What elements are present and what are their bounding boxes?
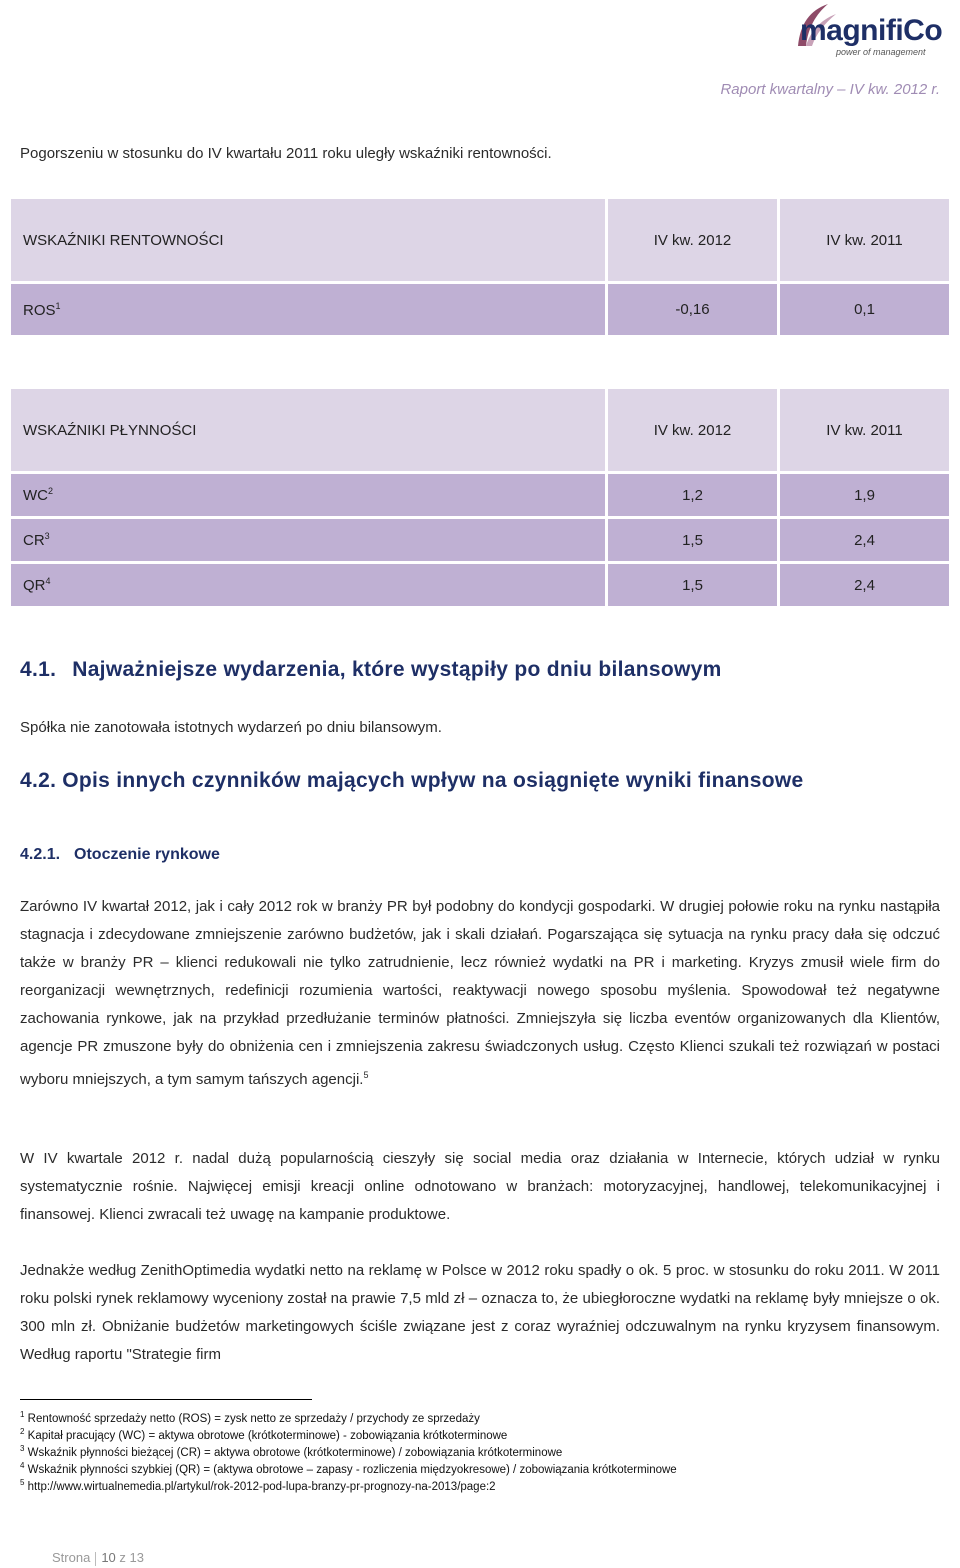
section-4-1-text: Spółka nie zanotowała istotnych wydarzeń po dniu bilansowym.: [20, 719, 442, 736]
row-label: ROS$^1$: [10, 283, 607, 337]
section-number: 4.1.: [20, 658, 57, 681]
row-label: $WC^2$: [10, 473, 607, 518]
footnote: $^2$ Kapitał pracujący (WC) = aktywa obrotowe (krótkoterminowe) - zobowiązania krótkoterminowe: [20, 1427, 508, 1442]
profitability-table: [8, 196, 952, 338]
value-2012: 1,2: [607, 473, 779, 518]
company-logo-text: magnifiCo: [800, 14, 943, 47]
section-title: Otoczenie rynkowe: [74, 846, 220, 863]
page-number: Strona 10 z 13: [52, 1550, 144, 1565]
footnote-link[interactable]: $^5$ http://www.wirtualnemedia.pl/artykul/rok-2012-pod-lupa-branzy-pr-prognozy-na-2013/page:2: [20, 1478, 496, 1493]
footnote: $^4$ Wskaźnik płynności szybkiej (QR) = (aktywa obrotowe – zapasy - rozliczenia międzyokresowe) / zobowiązania krótkoterminowe: [20, 1461, 677, 1476]
value-2012: -0,16: [607, 283, 779, 337]
company-logo-tagline: power of management: [836, 47, 926, 57]
section-title: Najważniejsze wydarzenia, które wystąpiły po dniu bilansowym: [72, 658, 722, 681]
footnote-separator: [20, 1399, 312, 1400]
value-2012: 1,5: [607, 518, 779, 563]
section-heading-4-2: [20, 769, 804, 793]
section-number: 4.2.: [20, 769, 57, 792]
table-header-cell: IV kw. 2011: [779, 388, 951, 473]
intro-paragraph: Pogorszeniu w stosunku do IV kwartału 2011 roku uległy wskaźniki rentowności.: [20, 145, 552, 162]
table-header-cell: IV kw. 2011: [779, 198, 951, 283]
market-paragraph-2: W IV kwartale 2012 r. nadal dużą popularnością cieszyły się social media oraz działania w Internecie, których udział w rynku systematycznie rośnie. Najwięcej emisji kreacji online odnotowano w branżach: motoryzacyjnej, handlowej, telekomunikacyjnej i finansowej. Klienci zwracali też uwagę na kampanie produktowe.: [20, 1150, 940, 1223]
footnote: $^1$ Rentowność sprzedaży netto (ROS) = zysk netto ze sprzedaży / przychody ze sprzedaży: [20, 1410, 480, 1425]
table-row: [10, 473, 951, 518]
table-header-row: [10, 198, 951, 283]
table-row: [10, 563, 951, 608]
section-number: 4.2.1.: [20, 846, 61, 863]
footnote: $^3$ Wskaźnik płynności bieżącej (CR) = aktywa obrotowe (krótkoterminowe) / zobowiązania krótkoterminowe: [20, 1444, 563, 1459]
market-paragraph-3: Jednakże według ZenithOptimedia wydatki netto na reklamę w Polsce w 2012 roku spadły o ok. 5 proc. w stosunku do roku 2011. W 2011 roku polski rynek reklamowy wyceniony został na prawie 7,5 mld zł – oznacza to, że ubiegłoroczne wydatki na reklamę były mniejsze o ok. 300 mln zł. Obniżanie budżetów marketingowych ściśle związane jest z coraz wyraźniej odczuwalnym na rynku kryzysem finansowym. Według raportu "Strategie firm: [20, 1262, 940, 1363]
value-2012: 1,5: [607, 563, 779, 608]
section-title: Opis innych czynników mających wpływ na osiągnięte wyniki finansowe: [62, 769, 804, 792]
row-label: $CR^3$: [10, 518, 607, 563]
table-header-cell: IV kw. 2012: [607, 198, 779, 283]
table-row: [10, 283, 951, 337]
value-2011: 2,4: [779, 518, 951, 563]
table-header-cell: WSKAŹNIKI RENTOWNOŚCI: [10, 198, 607, 283]
value-2011: 0,1: [779, 283, 951, 337]
table-row: [10, 518, 951, 563]
liquidity-table: [8, 386, 952, 609]
row-label: $QR^4$: [10, 563, 607, 608]
value-2011: 2,4: [779, 563, 951, 608]
table-header-cell: IV kw. 2012: [607, 388, 779, 473]
table-header-row: [10, 388, 951, 473]
section-heading-4-1: [20, 658, 722, 682]
report-title: Raport kwartalny – IV kw. 2012 r.: [720, 81, 940, 98]
value-2011: 1,9: [779, 473, 951, 518]
market-paragraph-1: Zarówno IV kwartał 2012, jak i cały 2012 rok w branży PR był podobny do kondycji gospodarki. W drugiej połowie roku na rynku nastąpiła stagnacja i zdecydowane zmniejszenie zarówno budżetów, jak i skali działań. Pogarszająca się sytuacja na rynku pracy dała się odczuć także w branży PR – klienci redukowali nie tylko zatrudnienie, lecz również wydatki na PR i marketing. Kryzys zmusił wiele firm do reorganizacji wewnętrznych, redefinicji rozumienia wartości, reaktywacji nowego sposobu myślenia. Spowodował też negatywne zachowania rynkowe, jak na przykład przedłużanie terminów płatności. Zmniejszyła się liczba eventów organizowanych dla Klientów, agencje PR zmuszone były do obniżenia cen i zmniejszenia zakresu świadczonych usług. Często Klienci szukali też rozwiązań w postaci wyboru mniejszych, a tym samym tańszych agencji.$^5$: [20, 898, 940, 1088]
section-heading-4-2-1: [20, 846, 220, 864]
table-header-cell: WSKAŹNIKI PŁYNNOŚCI: [10, 388, 607, 473]
